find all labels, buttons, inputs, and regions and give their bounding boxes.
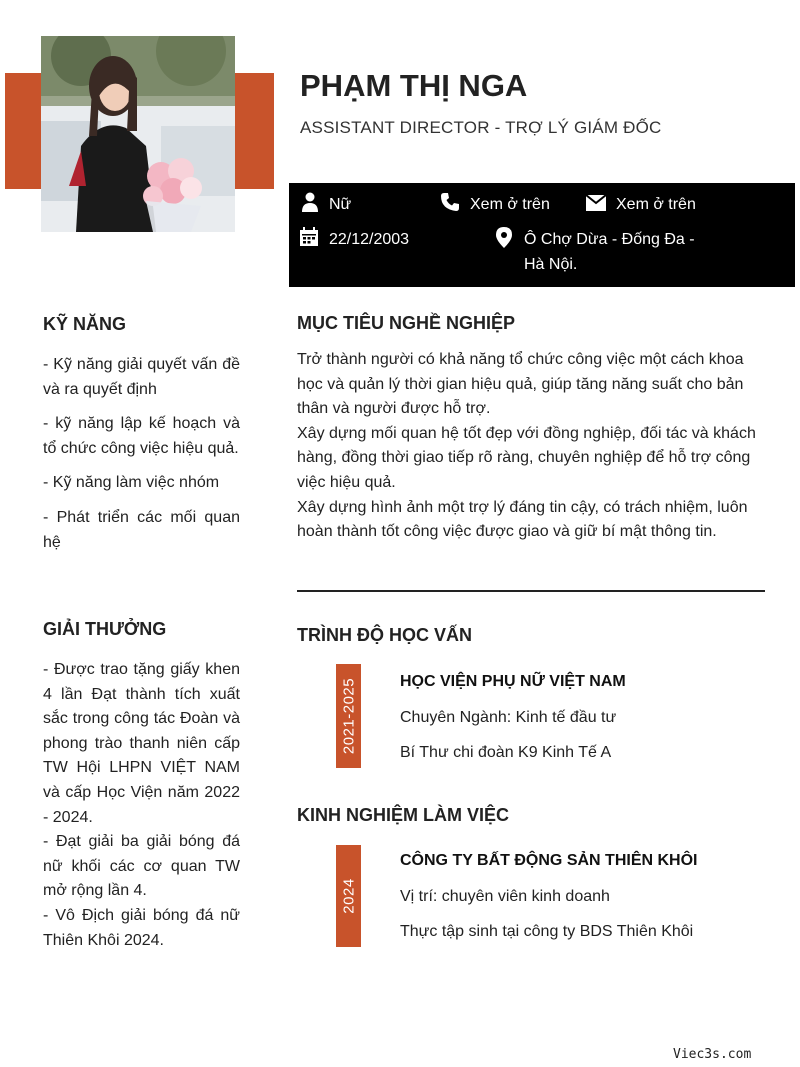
objective-paragraph: Xây dựng mối quan hệ tốt đẹp với đồng nghiệp, đối tác và khách hàng, đồng thời giao tiếp rõ ràng, chuyên nghiệp để hỗ trợ công việc hiệu quả. (297, 424, 756, 491)
skills-heading: KỸ NĂNG (43, 314, 127, 334)
contact-panel (289, 183, 795, 287)
candidate-role: ASSISTANT DIRECTOR - TRỢ LÝ GIÁM ĐỐC (300, 118, 662, 137)
experience-heading: KINH NGHIỆM LÀM VIỆC (297, 805, 510, 825)
skill-item: - Kỹ năng giải quyết vấn đề và ra quyết định (43, 356, 240, 398)
award-item: - Được trao tặng giấy khen 4 lần Đạt thành tích xuất sắc trong công tác Đoàn và phong trào thanh niên cấp TW Hội LHPN VIỆT NAM và cấp Học Viện năm 2022 - 2024. (43, 661, 240, 826)
contact-gender (301, 192, 351, 217)
education-years: 2021-2025 (340, 677, 357, 755)
awards-heading: GIẢI THƯỞNG (43, 619, 167, 639)
footer-brand[interactable]: Viec3s.com (673, 1047, 752, 1062)
candidate-name: PHẠM THỊ NGA (300, 68, 528, 103)
gender-text: Nữ (329, 196, 352, 213)
skills-list (43, 353, 240, 565)
objective-paragraph: Trở thành người có khả năng tổ chức công việc một cách khoa học và quản lý thời gian hiệu quả, giúp tăng năng suất cho bản thân và người được hỗ trợ. (297, 351, 744, 418)
birthday-text: 22/12/2003 (329, 231, 410, 248)
education-major: Chuyên Ngành: Kinh tế đầu tư (400, 709, 617, 726)
award-item: - Vô Địch giải bóng đá nữ Thiên Khôi 2024. (43, 906, 240, 949)
contact-phone (440, 192, 550, 217)
contact-email (586, 192, 696, 217)
calendar-icon (299, 227, 319, 247)
address-line-2: Hà Nội. (524, 256, 578, 273)
education-heading: TRÌNH ĐỘ HỌC VẤN (297, 625, 472, 645)
envelope-icon (586, 195, 606, 211)
skill-item: - Phát triển các mối quan hệ (43, 508, 240, 551)
experience-detail: Thực tập sinh tại công ty BDS Thiên Khôi (400, 923, 694, 940)
section-divider (297, 590, 765, 592)
phone-text: Xem ở trên (470, 196, 550, 213)
experience-position: Vị trí: chuyên viên kinh doanh (400, 888, 610, 905)
user-icon (301, 192, 319, 212)
education-role: Bí Thư chi đoàn K9 Kinh Tế A (400, 744, 612, 761)
experience-year-tag (336, 845, 361, 947)
experience-company: CÔNG TY BẤT ĐỘNG SẢN THIÊN KHÔI (400, 852, 698, 869)
objective-paragraph: Xây dựng hình ảnh một trợ lý đáng tin cậy, có trách nhiệm, luôn hoàn thành tốt công việc được giao và giữ bí mật thông tin. (297, 498, 748, 541)
email-text: Xem ở trên (616, 196, 696, 213)
objective-heading: MỤC TIÊU NGHỀ NGHIỆP (297, 313, 516, 333)
objective-text (297, 348, 767, 545)
address-line-1: Ô Chợ Dừa - Đống Đa - (524, 231, 695, 248)
skill-item: - kỹ năng lập kế hoạch và tổ chức công việc hiệu quả. (43, 415, 240, 457)
awards-list (43, 658, 240, 953)
location-pin-icon (496, 227, 512, 248)
award-item: - Đạt giải ba giải bóng đá nữ khối các cơ quan TW mở rộng lần 4. (43, 833, 240, 900)
phone-icon (440, 192, 460, 212)
skill-item: - Kỹ năng làm việc nhóm (43, 474, 220, 492)
contact-birthday (299, 227, 409, 252)
education-school: HỌC VIỆN PHỤ NỮ VIỆT NAM (400, 673, 626, 690)
education-year-tag (336, 664, 361, 768)
profile-photo (41, 36, 235, 232)
contact-address (496, 227, 695, 277)
experience-years: 2024 (340, 878, 357, 914)
